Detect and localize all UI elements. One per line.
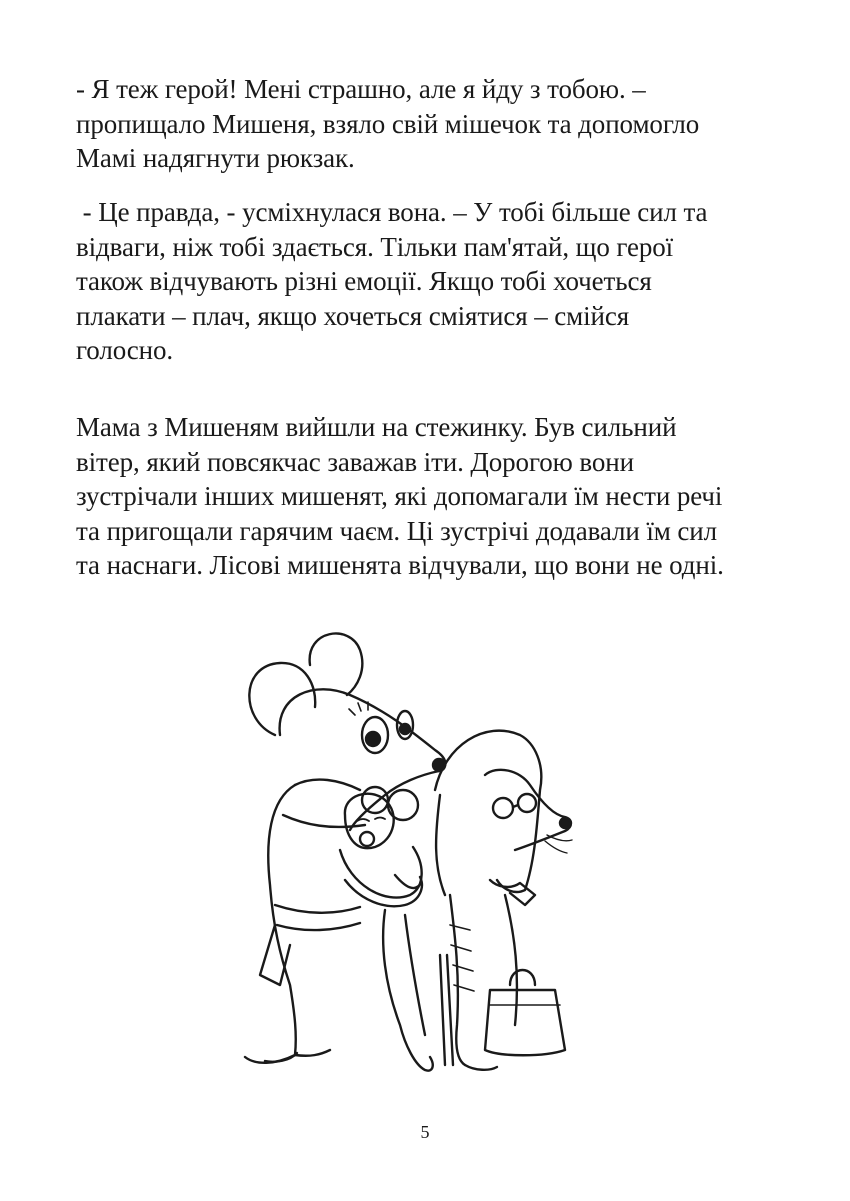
mother-foot <box>265 1053 297 1062</box>
mice-family-illustration <box>235 625 595 1085</box>
grandma-cane <box>440 955 453 1065</box>
mother-ear-left <box>249 663 315 735</box>
baby-sling <box>340 847 422 898</box>
mother-ear-right <box>310 634 363 695</box>
text-line: та наснаги. Лісові мишенята відчували, що вони не одні. <box>76 550 724 580</box>
baby-arm <box>395 875 421 888</box>
mother-arm <box>345 877 422 906</box>
text-line: пропищало Мишеня, взяло свій мішечок та допомогло <box>76 108 700 139</box>
grandma-glasses-right <box>518 794 536 812</box>
paragraph-narration <box>76 410 776 583</box>
text-line: відваги, ніж тобі здається. Тільки пам'ятай, що герої <box>76 231 674 262</box>
page-number: 5 <box>420 1122 430 1142</box>
mother-head <box>280 689 446 830</box>
grandma-foot <box>465 1065 497 1070</box>
baby-pacifier <box>360 832 374 846</box>
text-line: вітер, який повсякчас заважав іти. Дорогою вони <box>76 446 634 477</box>
grandma-glasses-left <box>493 798 513 818</box>
text-line: плакати – плач, якщо хочеться сміятися – смійся <box>76 300 630 331</box>
paragraph-dialogue-mouse <box>76 72 776 176</box>
grandma-nose <box>560 818 570 828</box>
text-line: голосно. <box>76 335 174 365</box>
text-line: - Я теж герой! Мені страшно, але я йду з тобою. – <box>76 74 646 104</box>
mother-apron <box>260 925 290 985</box>
paragraph-dialogue-mother <box>76 195 776 368</box>
text-line: Мамі надягнути рюкзак. <box>76 143 355 173</box>
text-line: також відчувають різні емоції. Якщо тобі хочеться <box>76 266 652 296</box>
text-line: зустрічали інших мишенят, які допомагали їм нести речі <box>76 481 723 511</box>
handbag <box>485 990 565 1055</box>
text-line: - Це правда, - усміхнулася вона. – У тобі більше сил та <box>76 197 708 227</box>
grandma-head <box>485 770 571 850</box>
mother-shoulder <box>295 780 360 790</box>
text-line: та пригощали гарячим чаєм. Ці зустрічі додавали їм сил <box>76 515 718 546</box>
text-line: Мама з Мишеням вийшли на стежинку. Був сильний <box>76 412 677 442</box>
handbag-handle <box>510 970 535 985</box>
